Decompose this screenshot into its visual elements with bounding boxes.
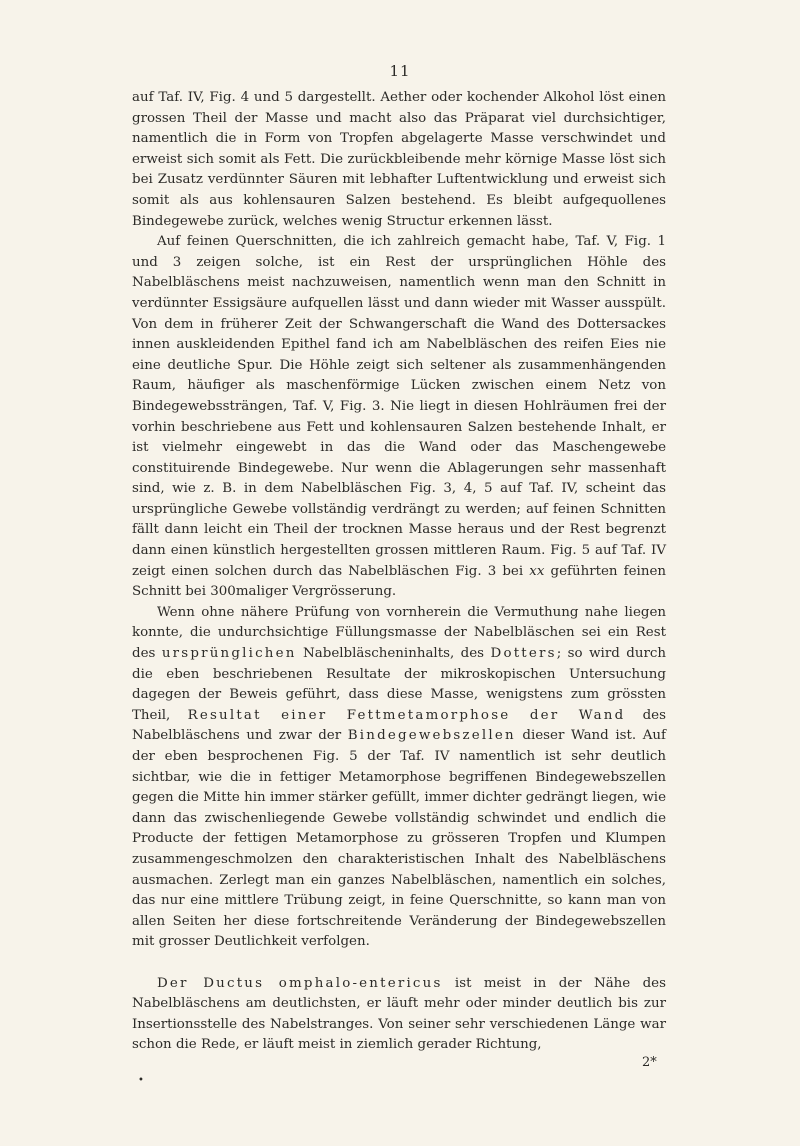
paragraph-2-text-after: geführten feinen Schnitt bei 300maliger Vergrösserung.	[132, 563, 667, 600]
signature-mark: 2*	[642, 1055, 657, 1070]
paragraph-3-text-e: dieser Wand ist. Auf der eben besprochenen Fig. 5 der Taf. IV namentlich ist sehr deutlich sichtbar, wie die in fettiger Metamorphose begriffenen Bindegewebszellen gegen die Mitte hin immer stärker gefüllt, immer dichter gedrängt liegen, wie dann das zwischenliegende Gewebe vollständig schwindet und endlich die Producte der fettigen Metamorphose zu grösseren Tropfen und Klumpen zusammengeschmolzen den charakteristischen Inhalt des Nabelbläschens ausmachen. Zerlegt man ein ganzes Nabelbläschen, namentlich ein solches, das nur eine mittlere Trübung zeigt, in feine Querschnitte, so kann man von allen Seiten her diese fortschreitende Veränderung der Bindegewebszellen mit grosser Deutlichkeit verfolgen.	[132, 728, 666, 950]
paragraph-3-emphasis-3: Resultat einer Fettmetamorphose der Wand	[187, 707, 626, 723]
paragraph-2	[132, 232, 666, 603]
body-text	[132, 88, 666, 1056]
paragraph-2-text: Auf feinen Querschnitten, die ich zahlreich gemacht habe, Taf. V, Fig. 1 und 3 zeigen solche, ist ein Rest der ursprünglichen Höhle des Nabelbläschens meist nachzuweisen, namentlich wenn man den Schnitt in verdünnter Essigsäure aufquellen lässt und dann wieder mit Wasser ausspült. Von dem in früherer Zeit der Schwangerschaft die Wand des Dottersackes innen auskleidenden Epithel fand ich am Nabelbläschen des reifen Eies nie eine deutliche Spur. Die Höhle zeigt sich seltener als zusammenhängenden Raum, häufiger als maschenförmige Lücken zwischen einem Netz von Bindegewebssträngen, Taf. V, Fig. 3. Nie liegt in diesen Hohlräumen frei der vorhin beschriebene aus Fett und kohlensauren Salzen bestehende Inhalt, er ist vielmehr eingewebt in das die Wand oder das Maschengewebe constituirende Bindegewebe. Nur wenn die Ablagerungen sehr massenhaft sind, wie z. B. in dem Nabelbläschen Fig. 3, 4, 5 auf Taf. IV, scheint das ursprüngliche Gewebe vollständig verdrängt zu werden; auf feinen Schnitten fällt dann leicht ein Theil der trocknen Masse heraus und der Rest begrenzt dann einen künstlich hergestellten grossen mittleren Raum. Fig. 5 auf Taf. IV zeigt einen solchen durch das Nabelbläschen Fig. 3 bei	[132, 234, 666, 579]
paragraph-3-emphasis-4: Bindegewebszellen	[347, 728, 516, 744]
paragraph-3-text-d: des Nabelbläschens und zwar der	[132, 707, 666, 744]
paragraph-2-symbol: xx	[529, 563, 545, 579]
paragraph-4-emphasis: Der Ductus omphalo-entericus	[157, 975, 443, 991]
paragraph-3	[132, 603, 666, 953]
paragraph-4	[132, 974, 666, 1056]
paragraph-3-text-c: ; so wird durch die eben beschriebenen Resultate der mikroskopischen Untersuchung dagegen der Beweis geführt, dass diese Masse, wenigstens zum grössten Theil,	[132, 646, 666, 723]
paragraph-3-text-b: Nabelbläscheninhalts, des	[303, 646, 485, 662]
paragraph-1: auf Taf. IV, Fig. 4 und 5 dargestellt. Aether oder kochender Alkohol löst einen grossen Theil der Masse und macht also das Präparat viel durchsichtiger, namentlich die in Form von Tropfen abgelagerte Masse verschwindet und erweist sich somit als Fett. Die zurückbleibende mehr körnige Masse löst sich bei Zusatz verdünnter Säuren mit lebhafter Luftentwicklung und erweist sich somit als aus kohlensauren Salzen bestehend. Es bleibt aufgequollenes Bindegewebe zurück, welches wenig Structur erkennen lässt.	[132, 90, 666, 229]
page-number: 11	[389, 62, 411, 80]
paragraph-3-emphasis-1: ursprünglichen	[161, 646, 297, 662]
paragraph-4-text: ist meist in der Nähe des Nabelbläschens am deutlichsten, er läuft mehr oder minder deutlich bis zur Insertionsstelle des Nabelstranges. Von seiner sehr verschiedenen Länge war schon die Rede, er läuft meist in ziemlich gerader Richtung,	[132, 975, 666, 1053]
paragraph-3-text-a: Wenn ohne nähere Prüfung von vornherein die Vermuthung nahe liegen konnte, die undurchsichtige Füllungsmasse der Nabelbläschen sei ein Rest des	[132, 604, 666, 662]
paragraph-3-emphasis-2: Dotters	[490, 646, 557, 662]
printer-mark: •	[138, 1075, 144, 1086]
